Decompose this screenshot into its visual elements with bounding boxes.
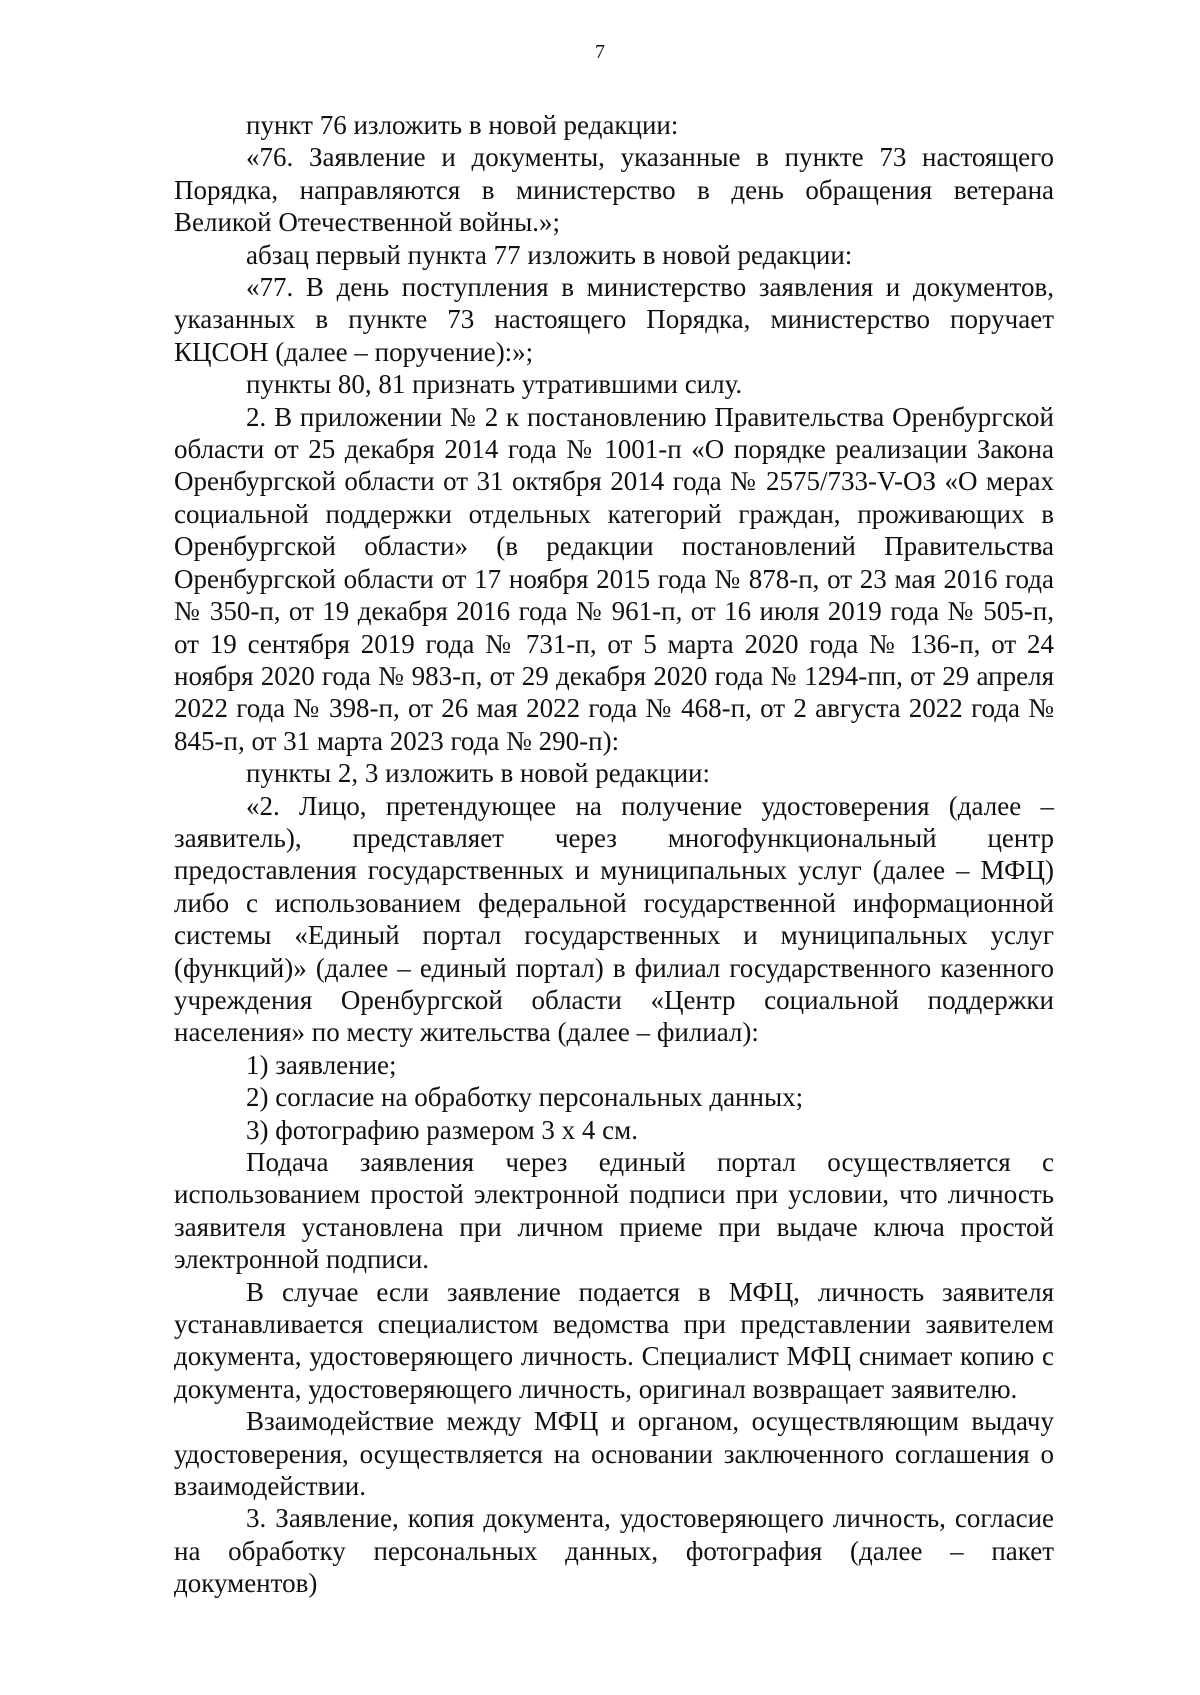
paragraph-mfc-identity: В случае если заявление подается в МФЦ, личность заявителя устанавливается специалистом ведомства при представлении заявителем документа, удостоверяющего личность. Специалист МФЦ снимает копию с документа, удостоверяющего личность, оригинал возвращает заявителю. (174, 1276, 1054, 1404)
paragraph-77: «77. В день поступления в министерство заявления и документов, указанных в пункте 73 настоящего Порядка, министерство поручает КЦСОН (далее – поручение):»; (174, 272, 1054, 367)
paragraph-repeal-80-81: пункты 80, 81 признать утратившими силу. (246, 369, 743, 400)
paragraph-item-2: «2. Лицо, претендующее на получение удостоверения (далее – заявитель), представляет через многофункциональный центр предоставления государственных и муниципальных услуг (далее – МФЦ) либо с использованием федеральной государственной информационной системы «Единый портал государственных и муниципальных услуг (функций)» (далее – единый портал) в филиал государственного казенного учреждения Оренбургской области «Центр социальной поддержки населения» по месту жительства (далее – филиал): (174, 790, 1054, 1048)
paragraph-amend-77-intro: абзац первый пункта 77 изложить в новой редакции: (246, 239, 853, 270)
paragraph-section-2: 2. В приложении № 2 к постановлению Правительства Оренбургской области от 25 декабря 2014 года № 1001-п «О порядке реализации Закона Оренбургской области от 31 октября 2014 года № 2575/733-V-ОЗ «О мерах социальной поддержки отдельных категорий граждан, проживающих в Оренбургской области» (в редакции постановлений Правительства Оренбургской области от 17 ноября 2015 года № 878-п, от 23 мая 2016 года № 350-п, от 19 декабря 2016 года № 961-п, от 16 июля 2019 года № 505-п, от 19 сентября 2019 года № 731-п, от 5 марта 2020 года № 136-п, от 24 ноября 2020 года № 983-п, от 29 декабря 2020 года № 1294-пп, от 29 апреля 2022 года № 398-п, от 26 мая 2022 года № 468-п, от 2 августа 2022 года № 845-п, от 31 марта 2023 года № 290-п): (174, 401, 1054, 756)
paragraph-item-3: 3. Заявление, копия документа, удостоверяющего личность, согласие на обработку персональных данных, фотография (далее – пакет документов) (174, 1503, 1054, 1599)
paragraph-amend-76-intro: пункт 76 изложить в новой редакции: (246, 110, 679, 140)
list-item-photo: 3) фотографию размером 3 x 4 см. (246, 1114, 638, 1145)
paragraph-76: «76. Заявление и документы, указанные в пункте 73 настоящего Порядка, направляются в министерство в день обращения ветерана Великой Отечественной войны.»; (174, 142, 1054, 238)
page-number: 7 (595, 41, 605, 63)
document-body (174, 109, 1054, 1600)
list-item-application: 1) заявление; (246, 1049, 397, 1080)
paragraph-mfc-interaction: Взаимодействие между МФЦ и органом, осуществляющим выдачу удостоверения, осуществляется на основании заключенного соглашения о взаимодействии. (174, 1406, 1054, 1502)
paragraph-amend-2-3-intro: пункты 2, 3 изложить в новой редакции: (246, 758, 711, 789)
list-item-consent: 2) согласие на обработку персональных данных; (246, 1082, 804, 1113)
paragraph-portal-submission: Подача заявления через единый портал осуществляется с использованием простой электронной подписи при условии, что личность заявителя установлена при личном приеме при выдаче ключа простой электронной подписи. (174, 1147, 1054, 1275)
